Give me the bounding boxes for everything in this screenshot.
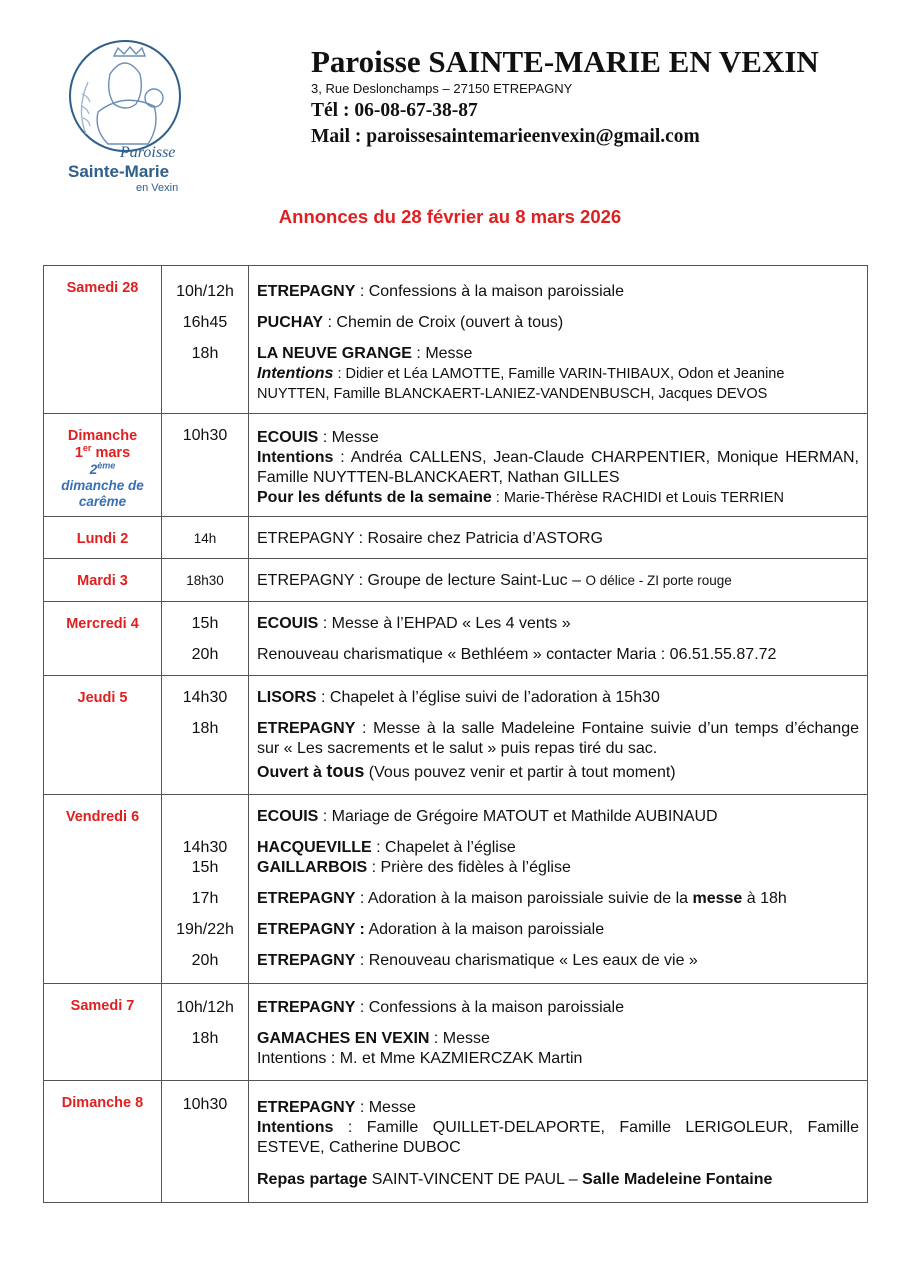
time-cell bbox=[162, 266, 249, 414]
time-slot: 14h30 bbox=[182, 839, 228, 856]
day-cell bbox=[44, 266, 162, 414]
day-label: Lundi 2 bbox=[76, 531, 129, 547]
events-cell bbox=[249, 559, 868, 602]
events-cell bbox=[249, 795, 868, 984]
events-cell bbox=[249, 602, 868, 676]
table-row bbox=[44, 1081, 868, 1203]
time-slot: 14h bbox=[193, 531, 217, 546]
event-entry: ECOUIS : Messe à l’EHPAD « Les 4 vents » bbox=[257, 615, 571, 632]
parish-title: Paroisse SAINTE-MARIE EN VEXIN bbox=[311, 44, 819, 79]
day-label: Dimanche 8 bbox=[61, 1095, 144, 1111]
table-row bbox=[44, 676, 868, 795]
day-label: Samedi 7 bbox=[70, 998, 135, 1014]
time-cell bbox=[162, 517, 249, 559]
time-cell bbox=[162, 559, 249, 602]
parish-phone: Tél : 06-08-67-38-87 bbox=[311, 100, 478, 121]
event-entry: HACQUEVILLE : Chapelet à l’église bbox=[257, 839, 516, 856]
event-entry: ETREPAGNY : Adoration à la maison paroissiale bbox=[257, 921, 605, 938]
event-entry: LA NEUVE GRANGE : Messe bbox=[257, 345, 473, 362]
table-row bbox=[44, 795, 868, 984]
event-intentions: Intentions : M. et Mme KAZMIERCZAK Martin bbox=[257, 1050, 583, 1067]
liturgical-note: 2ème dimanche de carême bbox=[61, 460, 144, 509]
time-slot: 18h bbox=[191, 720, 219, 737]
logo-line2: Sainte-Marie bbox=[68, 162, 170, 181]
event-entry: ETREPAGNY : Renouveau charismatique « Les eaux de vie » bbox=[257, 952, 698, 969]
time-slot: 18h bbox=[191, 1030, 219, 1047]
time-cell bbox=[162, 795, 249, 984]
event-entry: PUCHAY : Chemin de Croix (ouvert à tous) bbox=[257, 314, 564, 331]
time-slot: 20h bbox=[191, 952, 219, 969]
time-slot: 19h/22h bbox=[176, 921, 234, 938]
day-cell bbox=[44, 795, 162, 984]
table-row bbox=[44, 559, 868, 602]
day-cell bbox=[44, 559, 162, 602]
schedule-table bbox=[43, 265, 868, 1203]
time-slot: 10h30 bbox=[182, 427, 228, 444]
time-cell bbox=[162, 602, 249, 676]
time-cell bbox=[162, 414, 249, 517]
events-cell bbox=[249, 984, 868, 1081]
event-entry: ETREPAGNY : Groupe de lecture Saint-Luc – O délice - ZI porte rouge bbox=[257, 572, 732, 589]
table-row bbox=[44, 414, 868, 517]
day-cell bbox=[44, 1081, 162, 1203]
table-row bbox=[44, 602, 868, 676]
time-slot: 10h/12h bbox=[176, 283, 234, 300]
day-label: Vendredi 6 bbox=[65, 809, 140, 825]
event-entry: Repas partage SAINT-VINCENT DE PAUL – Salle Madeleine Fontaine bbox=[257, 1171, 773, 1188]
day-label: Mercredi 4 bbox=[66, 616, 139, 632]
event-entry: ETREPAGNY : Adoration à la maison paroissiale suivie de la messe à 18h bbox=[257, 890, 787, 907]
events-cell bbox=[249, 676, 868, 795]
time-slot: 18h bbox=[191, 345, 219, 362]
time-slot: 10h30 bbox=[182, 1096, 228, 1113]
time-slot: 16h45 bbox=[182, 314, 228, 331]
day-cell bbox=[44, 517, 162, 559]
time-slot: 20h bbox=[191, 646, 219, 663]
table-row bbox=[44, 984, 868, 1081]
event-entry: Renouveau charismatique « Bethléem » contacter Maria : 06.51.55.87.72 bbox=[257, 646, 777, 663]
day-label: Jeudi 5 bbox=[77, 690, 128, 706]
event-entry: ETREPAGNY : Confessions à la maison paroissiale bbox=[257, 283, 624, 300]
event-deceased: Pour les défunts de la semaine : Marie-Thérèse RACHIDI et Louis TERRIEN bbox=[257, 489, 784, 506]
day-cell bbox=[44, 414, 162, 517]
virgin-and-child-emblem bbox=[58, 34, 192, 154]
day-label: Mardi 3 bbox=[77, 573, 128, 589]
announcements-title: Annonces du 28 février au 8 mars 2026 bbox=[278, 206, 622, 227]
time-slot: 15h bbox=[191, 859, 219, 876]
event-intentions: Intentions : Famille QUILLET-DELAPORTE, Famille LERIGOLEUR, Famille ESTEVE, Catherine DUBOC bbox=[257, 1119, 859, 1156]
day-cell bbox=[44, 984, 162, 1081]
events-cell bbox=[249, 414, 868, 517]
table-row bbox=[44, 266, 868, 414]
events-cell bbox=[249, 266, 868, 414]
time-cell bbox=[162, 984, 249, 1081]
time-cell bbox=[162, 1081, 249, 1203]
time-slot: 10h/12h bbox=[176, 999, 234, 1016]
time-slot: 18h30 bbox=[186, 573, 224, 588]
event-note: Ouvert à tous (Vous pouvez venir et partir à tout moment) bbox=[257, 761, 676, 781]
event-entry: GAMACHES EN VEXIN : Messe bbox=[257, 1030, 490, 1047]
day-cell bbox=[44, 676, 162, 795]
event-intentions: Intentions : Andréa CALLENS, Jean-Claude CHARPENTIER, Monique HERMAN, Famille NUYTTEN-BLANCKAERT, Nathan GILLES bbox=[257, 449, 859, 486]
day-label: Samedi 28 bbox=[66, 280, 139, 296]
event-entry: ECOUIS : Messe bbox=[257, 429, 379, 446]
parish-mail: Mail : paroissesaintemarieenvexin@gmail.com bbox=[311, 126, 700, 147]
parish-header bbox=[311, 44, 819, 150]
event-intentions: Intentions : Didier et Léa LAMOTTE, Famille VARIN-THIBAUX, Odon et Jeanine NUYTTEN, Famille BLANCKAERT-LANIEZ-VANDENBUSCH, Jacques DEVOS bbox=[257, 365, 785, 402]
time-slot: 14h30 bbox=[182, 689, 228, 706]
parish-logo bbox=[58, 34, 192, 194]
event-entry: ETREPAGNY : Messe à la salle Madeleine Fontaine suivie d’un temps d’échange sur « Les sacrements et le salut » puis repas tiré du sac. bbox=[257, 720, 859, 757]
table-row bbox=[44, 517, 868, 559]
logo-line1: Paroisse bbox=[120, 144, 176, 161]
events-cell bbox=[249, 1081, 868, 1203]
event-entry: ETREPAGNY : Confessions à la maison paroissiale bbox=[257, 999, 624, 1016]
event-entry: ETREPAGNY : Rosaire chez Patricia d’ASTORG bbox=[257, 530, 603, 547]
time-slot: 15h bbox=[191, 615, 219, 632]
parish-address: 3, Rue Deslonchamps – 27150 ETREPAGNY bbox=[311, 81, 573, 96]
day-date: 1er mars bbox=[74, 443, 131, 461]
event-entry: GAILLARBOIS : Prière des fidèles à l’église bbox=[257, 859, 571, 876]
logo-line3: en Vexin bbox=[136, 182, 179, 194]
time-cell bbox=[162, 676, 249, 795]
time-slot: 17h bbox=[191, 890, 219, 907]
day-cell bbox=[44, 602, 162, 676]
event-entry: ETREPAGNY : Messe bbox=[257, 1099, 416, 1116]
events-cell bbox=[249, 517, 868, 559]
day-label: Dimanche bbox=[67, 428, 138, 444]
event-entry: ECOUIS : Mariage de Grégoire MATOUT et Mathilde AUBINAUD bbox=[257, 808, 718, 825]
event-entry: LISORS : Chapelet à l’église suivi de l’adoration à 15h30 bbox=[257, 689, 660, 706]
